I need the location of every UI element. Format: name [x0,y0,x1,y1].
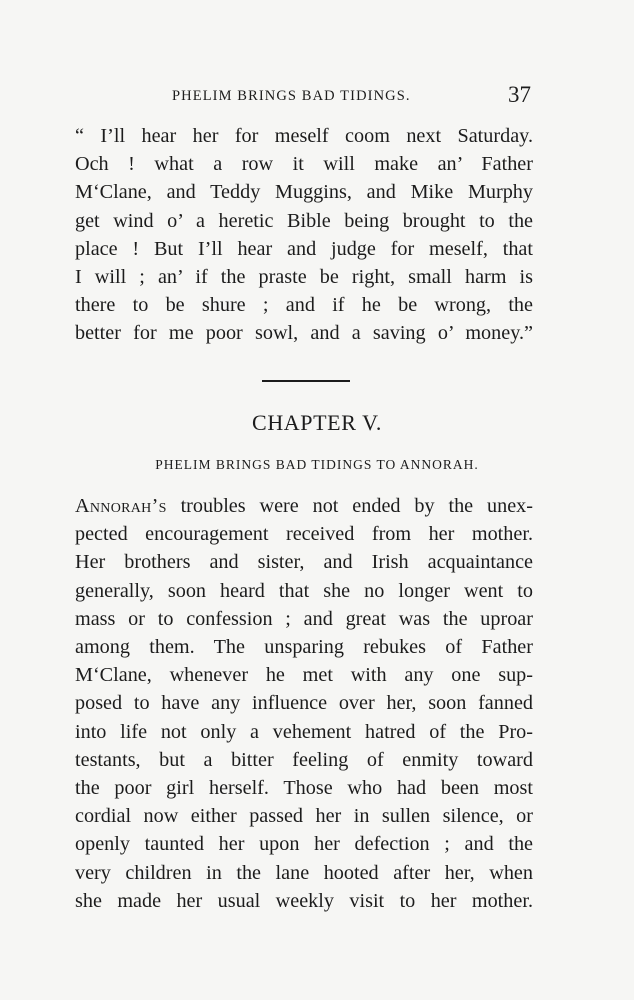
text-line: better for me poor sowl, and a saving o’ money.” [75,322,533,345]
quote-paragraph [75,122,533,348]
text-line: the poor girl herself. Those who had been most [75,777,533,800]
text-line: generally, soon heard that she no longer went to [75,579,533,602]
opening-line-rest: troubles were not ended by the unex- [180,495,533,517]
running-head: PHELIM BRINGS BAD TIDINGS. [172,88,411,104]
text-line: M‘Clane, and Teddy Muggins, and Mike Murphy [75,181,533,204]
text-line: into life not only a vehement hatred of the Pro- [75,720,533,743]
text-line: M‘Clane, whenever he met with any one sup- [75,664,533,687]
page-number: 37 [508,82,531,107]
text-line: get wind o’ a heretic Bible being brought to the [75,209,533,232]
text-line: pected encouragement received from her mother. [75,523,533,546]
text-line: testants, but a bitter feeling of enmity toward [75,748,533,771]
chapter-title: CHAPTER V. [252,410,382,435]
text-line: Her brothers and sister, and Irish acquaintance [75,551,533,574]
text-line: place ! But I’ll hear and judge for meself, that [75,237,533,260]
text-line: openly taunted her upon her defection ; and the [75,833,533,856]
section-divider [262,380,350,382]
opening-word: Annorah’s [75,495,167,517]
text-line: cordial now either passed her in sullen silence, or [75,805,533,828]
text-line: I will ; an’ if the praste be right, small harm is [75,266,533,289]
chapter-subtitle: PHELIM BRINGS BAD TIDINGS TO ANNORAH. [155,457,479,472]
body-paragraph [75,492,533,915]
text-line: there to be shure ; and if he be wrong, the [75,294,533,317]
text-line: mass or to confession ; and great was the uproar [75,607,533,630]
text-line: very children in the lane hooted after her, when [75,861,533,884]
text-line: she made her usual weekly visit to her mother. [75,889,533,912]
text-line-first [75,492,533,520]
text-line: “ I’ll hear her for meself coom next Saturday. [75,125,533,147]
text-line: Och ! what a row it will make an’ Father [75,153,533,176]
text-line: among them. The unsparing rebukes of Father [75,636,533,659]
text-line: posed to have any influence over her, soon fanned [75,692,533,715]
